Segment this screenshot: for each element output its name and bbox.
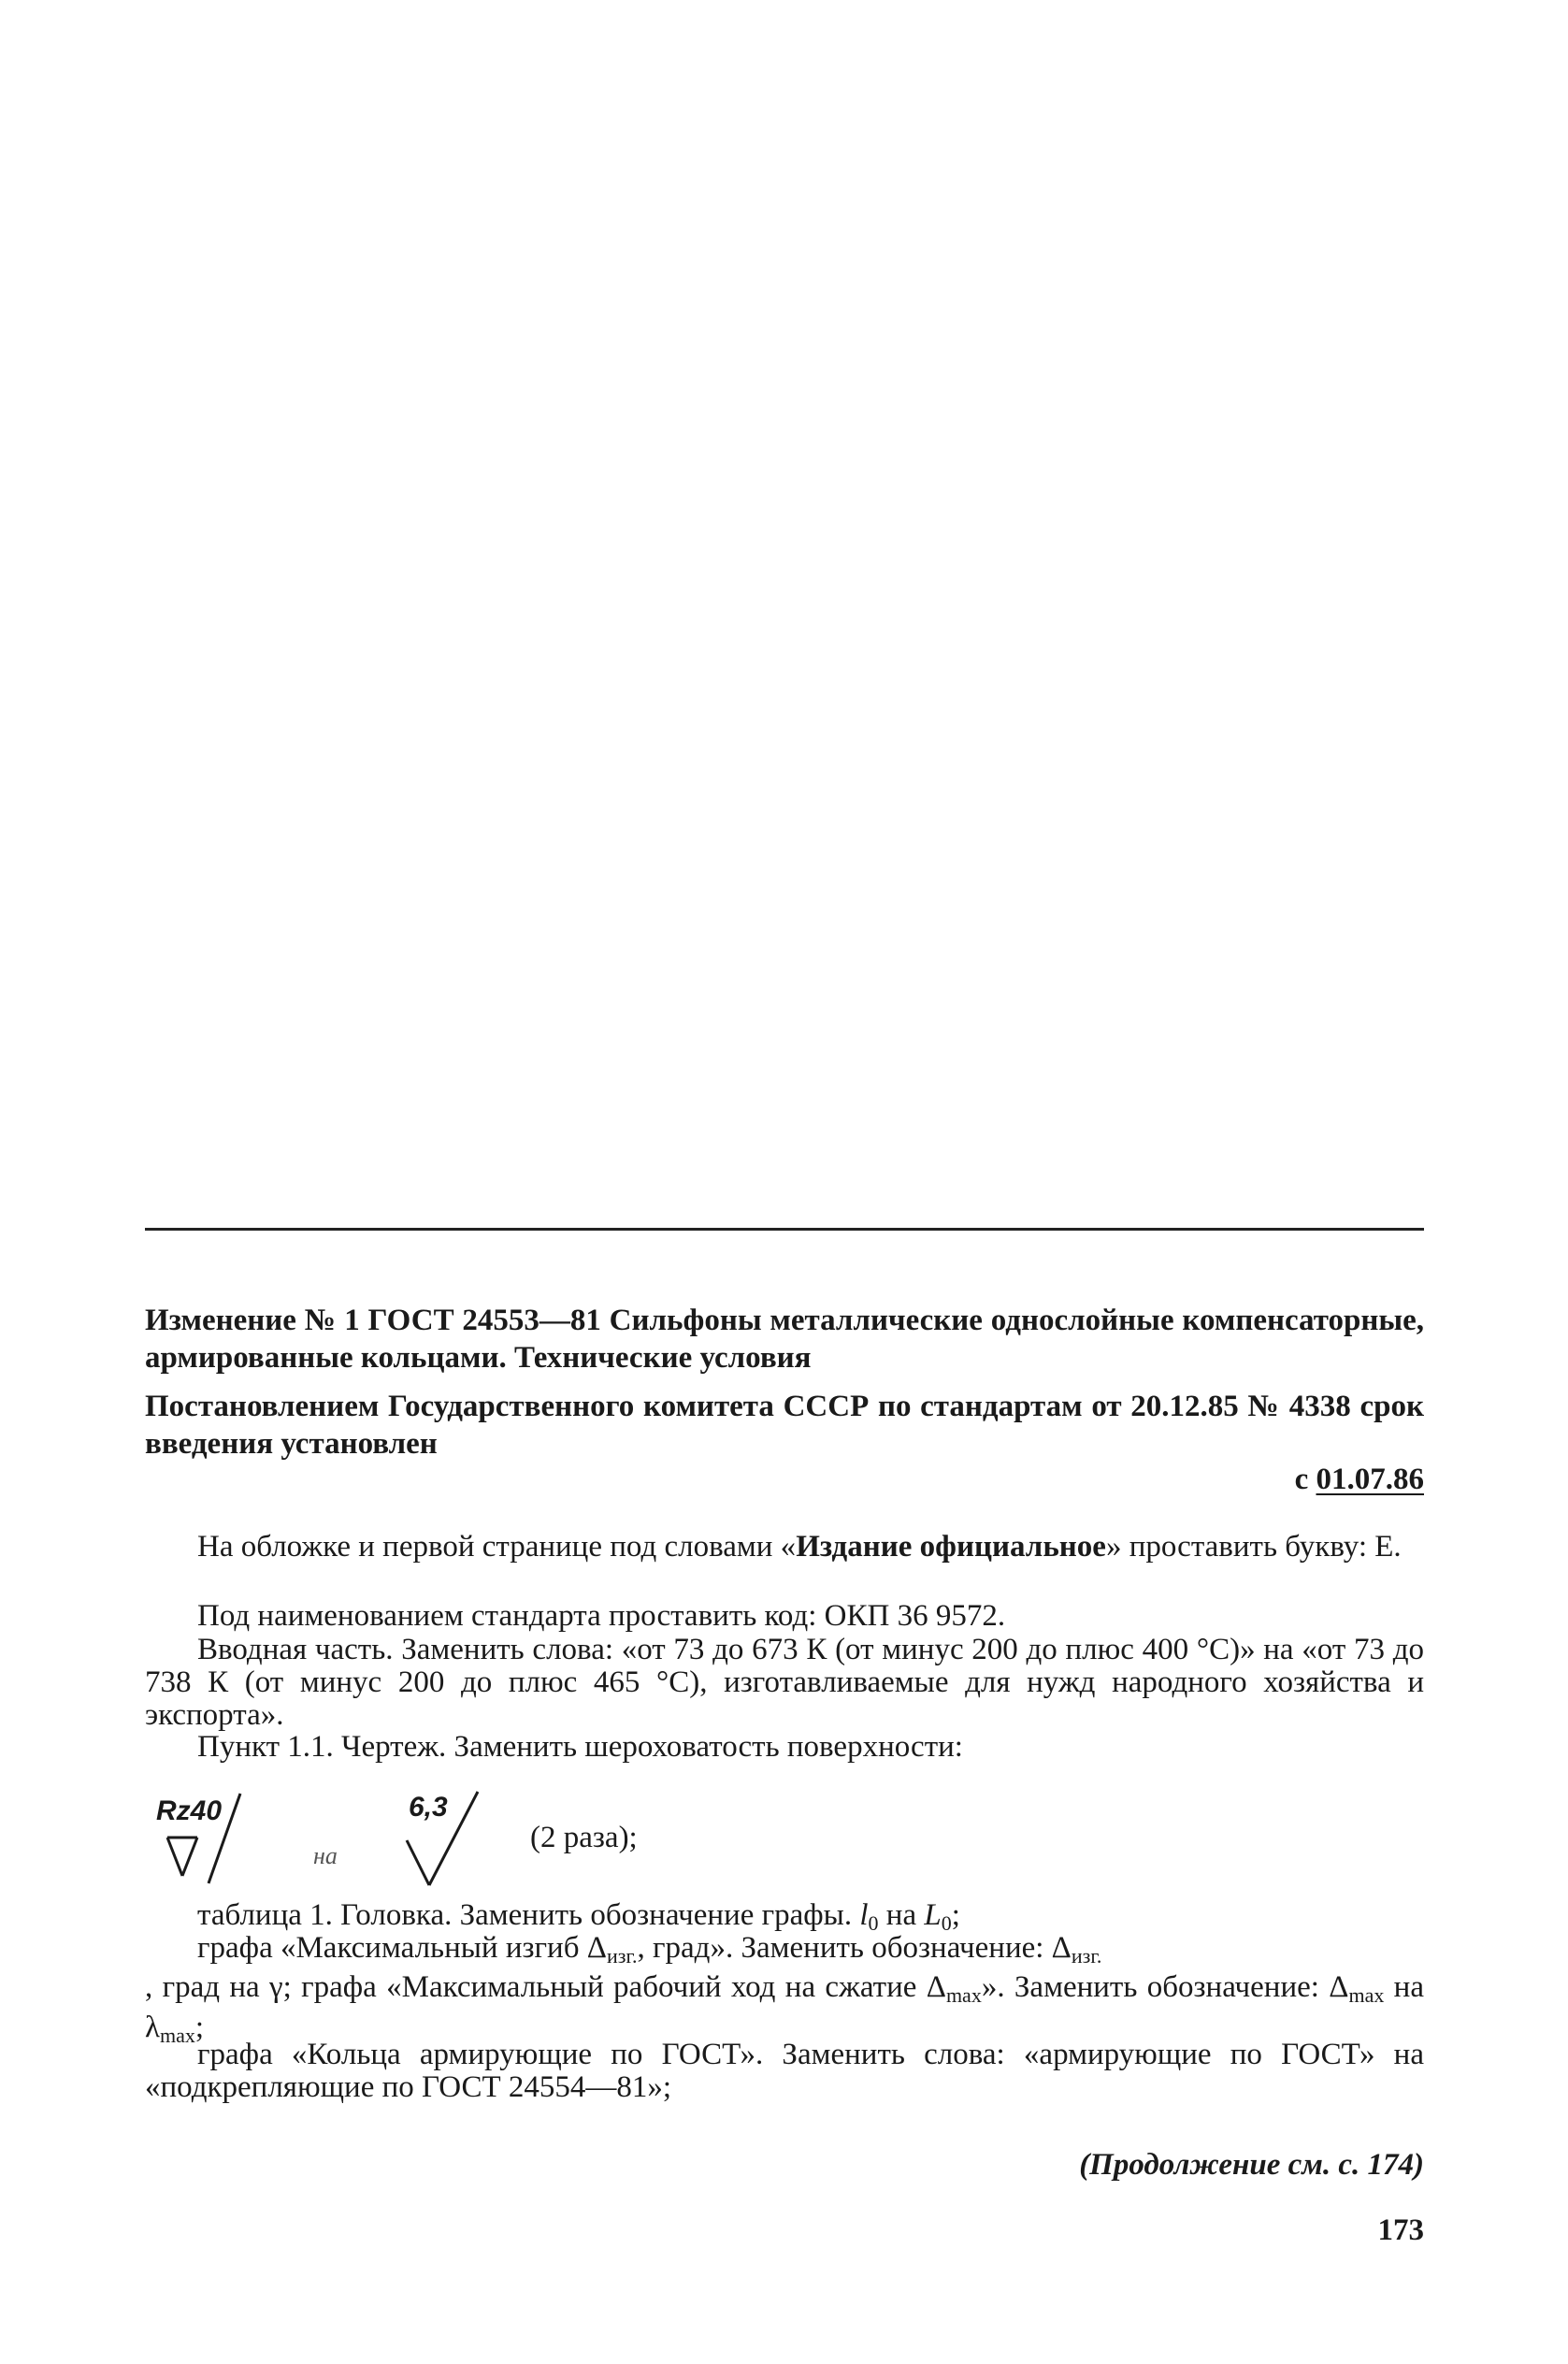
amendment-title: Изменение № 1 ГОСТ 24553—81 Сильфоны металлические однослойные компенсаторные, армированные кольцами. Технические условия xyxy=(145,1304,1424,1375)
p6-text-b: , град». Заменить обозначение: Δ xyxy=(637,1931,1072,1965)
p6-sub-1: изг. xyxy=(606,1944,638,1968)
roughness-old-label: Rz40 xyxy=(156,1795,223,1826)
p6-sub-2: изг. xyxy=(1071,1944,1102,1968)
effective-date-prefix: с xyxy=(1294,1463,1316,1496)
p5-text-b: на xyxy=(885,1898,917,1932)
p5-text-c: ; xyxy=(951,1898,960,1932)
p5-symbol-new-sub: 0 xyxy=(941,1911,952,1935)
roughness-new-label: 6,3 xyxy=(409,1792,448,1823)
p7-sub-1: max xyxy=(945,1983,982,2007)
paragraph-intro: Вводная часть. Заменить слова: «от 73 до 673 К (от минус 200 до плюс 400 °С)» на «от 73 до 738 К (от минус 200 до плюс 465 °С), изготавливаемые для нужд народного хозяйства и экспорта». xyxy=(145,1633,1424,1732)
page-number: 173 xyxy=(1377,2213,1424,2247)
p1-bold: Издание официальное xyxy=(796,1530,1106,1564)
top-divider-rule xyxy=(145,1228,1424,1231)
roughness-connector: на xyxy=(313,1842,338,1869)
p5-symbol-old-sub: 0 xyxy=(868,1911,879,1935)
decree-text: Постановлением Государственного комитета СССР по стандартам от 20.12.85 № 4338 срок введения установлен xyxy=(145,1390,1424,1461)
p7-text-a: , град на γ; графа «Максимальный рабочий ход на сжатие Δ xyxy=(145,1970,946,2004)
roughness-new-symbol xyxy=(396,1786,517,1891)
p7-text-b: ». Заменить обозначение: Δ xyxy=(981,1970,1349,2004)
p5-text-a: таблица 1. Головка. Заменить обозначение графы. xyxy=(197,1898,853,1932)
p7-text-d: ; xyxy=(194,2011,205,2044)
paragraph-clause-1-1: Пункт 1.1. Чертеж. Заменить шероховатость поверхности: xyxy=(197,1730,963,1764)
p7-sub-3: max xyxy=(160,2024,195,2047)
p7-sub-2: max xyxy=(1348,1983,1385,2007)
paragraph-max-bend xyxy=(145,1932,1424,1972)
p5-symbol-old: l xyxy=(859,1898,869,1932)
p5-symbol-new: L xyxy=(924,1898,942,1932)
p1-before: На обложке и первой странице под словами « xyxy=(197,1530,797,1564)
roughness-replacement xyxy=(145,1786,1080,1894)
roughness-old-symbol xyxy=(154,1786,304,1891)
continued-note: (Продолжение см. с. 174) xyxy=(1079,2148,1424,2182)
p1-after: » проставить букву: Е. xyxy=(1105,1530,1402,1564)
p7-text-c: на λ xyxy=(145,1970,1424,2044)
effective-date-value: 01.07.86 xyxy=(1316,1463,1424,1496)
effective-date xyxy=(1295,1461,1424,1498)
roughness-times: (2 раза); xyxy=(530,1821,638,1854)
paragraph-okp-code: Под наименованием стандарта проставить код: ОКП 36 9572. xyxy=(197,1599,1006,1633)
paragraph-rings: графа «Кольца армирующие по ГОСТ». Заменить слова: «армирующие по ГОСТ» на «подкрепляющие по ГОСТ 24554—81»; xyxy=(145,2038,1424,2104)
p6-text-a: графа «Максимальный изгиб Δ xyxy=(197,1931,607,1965)
paragraph-cover xyxy=(145,1531,1424,1564)
